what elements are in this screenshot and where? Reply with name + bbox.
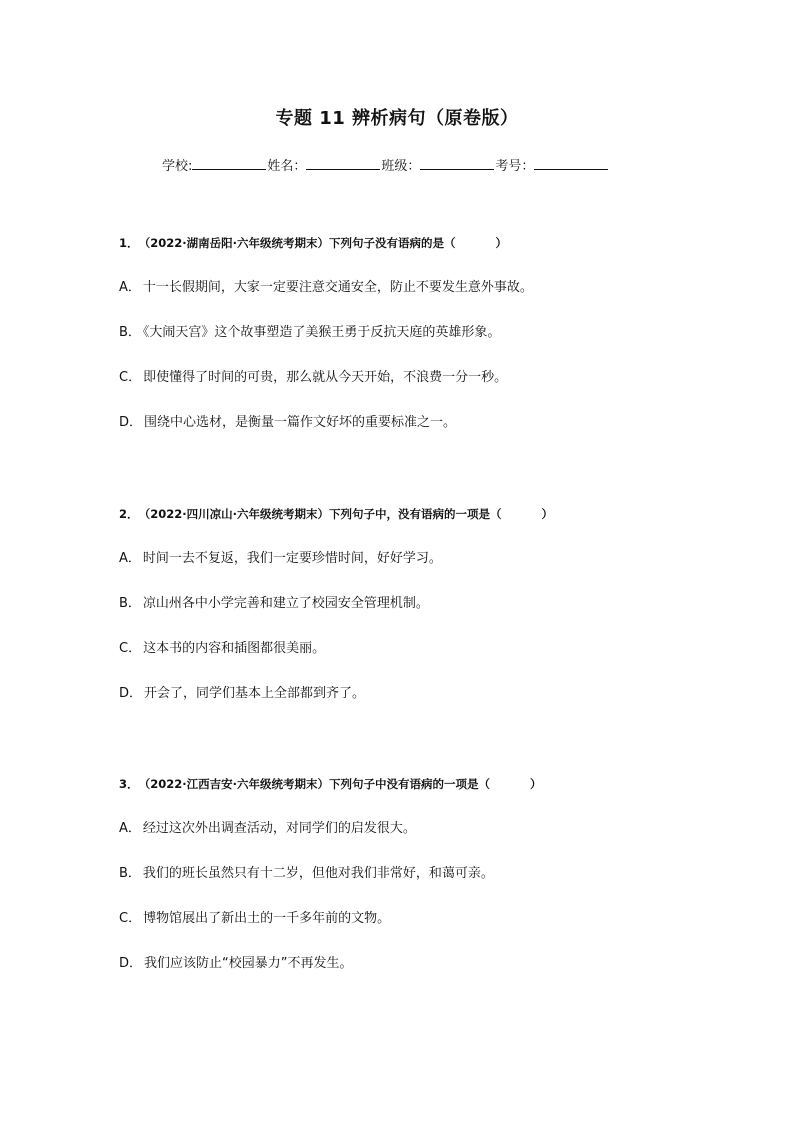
option-letter: B． [119,866,141,881]
option-c [119,369,719,387]
option-text: 围绕中心选材，是衡量一篇作文好坏的重要标准之一。 [144,415,457,430]
option-text: 我们的班长虽然只有十二岁，但他对我们非常好，和蔼可亲。 [142,866,494,881]
option-text: 时间一去不复返，我们一定要珍惜时间，好好学习。 [142,551,442,566]
exam-number-label: 考号： [495,159,535,174]
option-text: 凉山州各中小学完善和建立了校园安全管理机制。 [142,596,429,611]
option-text: 经过这次外出调查活动，对同学们的启发很大。 [142,821,416,836]
option-letter: C． [119,641,142,656]
question-1 [119,234,719,432]
page-title: 专题 11 辨析病句（原卷版） [275,108,519,129]
option-letter: A． [119,280,141,295]
option-text: 即使懂得了时间的可贵，那么就从今天开始，不浪费一分一秒。 [143,370,508,385]
option-c [119,910,719,928]
class-blank [420,156,494,170]
question-text: （2022·湖南岳阳·六年级统考期末）下列句子没有语病的是（ [144,236,456,250]
option-b [119,324,719,342]
option-a [119,820,719,838]
option-c [119,640,719,658]
option-d [119,955,719,973]
option-letter: B． [119,596,141,611]
question-2 [119,505,719,703]
name-blank [306,156,380,170]
question-3 [119,775,719,973]
option-letter: C． [119,911,142,926]
option-d [119,414,719,432]
question-text: （2022·江西吉安·六年级统考期末）下列句子中没有语病的一项是（ [144,777,491,791]
class-label: 班级： [381,159,421,174]
option-text: 博物馆展出了新出土的一千多年前的文物。 [143,911,391,926]
option-letter: D． [119,956,143,971]
exam-number-blank [534,156,608,170]
option-text: 《大闹天宫》这个故事塑造了美猴王勇于反抗天庭的英雄形象。 [142,325,501,340]
option-letter: D． [119,686,143,701]
option-letter: B． [119,325,141,340]
question-number: 3． [119,777,139,791]
option-text: 开会了，同学们基本上全部都到齐了。 [144,686,366,701]
option-a [119,279,719,297]
close-paren: ） [541,507,554,521]
option-a [119,550,719,568]
option-letter: A． [119,821,141,836]
question-stem [119,775,719,793]
option-text: 这本书的内容和插图都很美丽。 [143,641,326,656]
close-paren: ） [495,236,508,250]
option-b [119,595,719,613]
option-text: 我们应该防止“校园暴力”不再发生。 [144,956,353,971]
school-label: 学校: [162,159,193,174]
option-letter: D． [119,415,143,430]
option-letter: A． [119,551,141,566]
option-text: 十一长假期间，大家一定要注意交通安全，防止不要发生意外事故。 [142,280,533,295]
option-b [119,865,719,883]
question-text: （2022·四川凉山·六年级统考期末）下列句子中，没有语病的一项是（ [144,507,502,521]
option-letter: C． [119,370,142,385]
option-d [119,685,719,703]
question-number: 2． [119,507,139,521]
question-stem [119,234,719,252]
student-info-row [162,155,609,174]
close-paren: ） [530,777,542,791]
name-label: 姓名： [267,159,307,174]
question-number: 1． [119,236,139,250]
question-stem [119,505,719,523]
school-blank [192,156,266,170]
